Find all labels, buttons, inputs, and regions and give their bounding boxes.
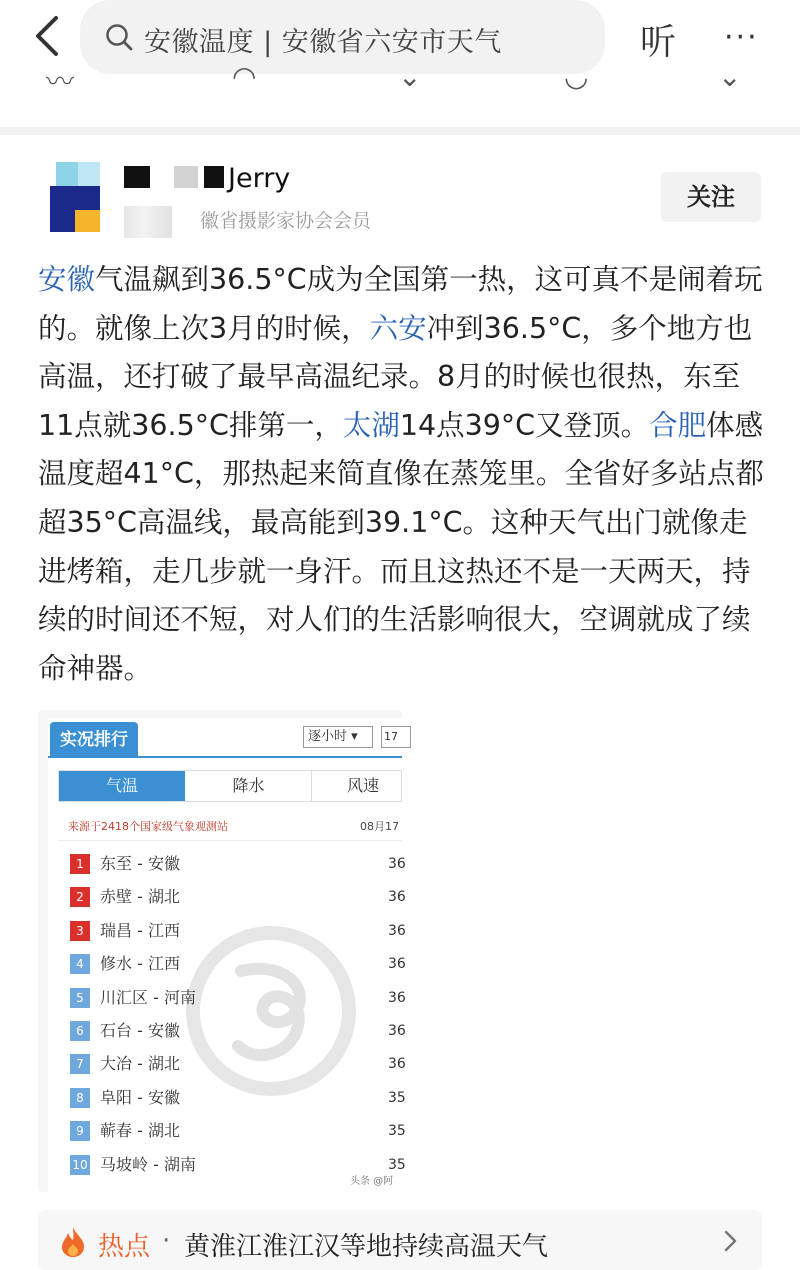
station-name: 马坡岭 - 湖南 <box>100 1154 196 1174</box>
temperature-value: 36 <box>388 922 406 939</box>
post-text: 冲到36.5°C，多个地方也高温，还打破了最早高温纪录。8月的时候也很热，东至11点就36.5°C排第一， <box>38 311 753 442</box>
section-divider <box>0 127 800 135</box>
listen-button[interactable]: 听 <box>640 22 677 63</box>
ranking-row <box>70 885 406 911</box>
search-icon <box>104 22 134 52</box>
date-label: 08月17 <box>360 820 399 833</box>
topic-link[interactable]: 安徽 <box>38 263 96 296</box>
station-name: 石台 - 安徽 <box>100 1021 180 1040</box>
ranking-row <box>70 1019 406 1045</box>
post-body <box>38 256 768 693</box>
rank-badge: 10 <box>70 1155 90 1175</box>
ranking-row <box>70 852 406 878</box>
redaction-block <box>174 166 198 188</box>
back-arrow-icon[interactable] <box>30 14 64 58</box>
rank-badge: 6 <box>70 1021 90 1041</box>
station-name: 瑞昌 - 江西 <box>100 920 180 940</box>
rank-badge: 7 <box>70 1054 90 1074</box>
station-name: 蕲春 - 湖北 <box>100 1121 180 1141</box>
rank-badge: 2 <box>70 887 90 907</box>
rank-badge: 3 <box>70 921 90 941</box>
ranking-header <box>48 718 402 758</box>
station-name: 阜阳 - 安徽 <box>100 1087 180 1107</box>
interval-select: 逐小时 ▾ <box>303 726 373 748</box>
post-text: 体感温度超41°C，那热起来简直像在蒸笼里。全省好多站点都超35°C高温线，最高能到39.1°C。这种天气出门就像走进烤箱，走几步就一身汗。而且这热还不是一天两天，持续的时间还不短，对人们的生活影响很大，空调就成了续命神器。 <box>38 408 764 685</box>
ranking-row <box>70 1052 406 1078</box>
fire-icon <box>60 1226 86 1258</box>
temperature-value: 36 <box>388 856 406 872</box>
rank-badge: 9 <box>70 1121 90 1141</box>
station-name: 修水 - 江西 <box>100 954 180 974</box>
time-select: 17 <box>381 726 411 748</box>
ranking-row <box>70 952 406 978</box>
image-credit: 头条 @阿 <box>350 1176 394 1187</box>
tab-precipitation: 降水 <box>186 771 312 801</box>
toolbar-icon[interactable]: 〰 <box>46 65 75 98</box>
ranking-image[interactable] <box>38 710 406 1192</box>
rank-badge: 1 <box>70 854 90 874</box>
search-box[interactable] <box>80 0 605 74</box>
divider <box>58 840 402 841</box>
search-query: 安徽温度 | 安徽省六安市天气 <box>144 27 502 58</box>
hot-topic-text: 黄淮江淮江汉等地持续高温天气 <box>184 1232 549 1262</box>
temperature-value: 36 <box>388 889 406 906</box>
chevron-right-icon <box>722 1228 740 1254</box>
temperature-value: 35 <box>388 1089 406 1106</box>
tab-temperature: 气温 <box>59 771 185 801</box>
author-name-text: Jerry <box>228 163 291 194</box>
toolbar-icon[interactable]: ◡ <box>564 60 589 93</box>
author-title-text: 徽省摄影家协会会员 <box>200 210 372 232</box>
station-name: 川汇区 - 河南 <box>100 987 196 1007</box>
ranking-row <box>70 986 406 1012</box>
avatar[interactable] <box>50 162 100 232</box>
toolbar-icon[interactable]: ◠ <box>232 60 257 93</box>
toolbar-icon[interactable]: ⌄ <box>718 60 742 93</box>
collapsed-toolbar <box>0 60 800 98</box>
ranking-row <box>70 1119 406 1145</box>
temperature-value: 35 <box>388 1123 406 1140</box>
rank-badge: 8 <box>70 1088 90 1108</box>
source-note: 来源于2418个国家级气象观测站 <box>68 820 228 833</box>
post-text: 气温飙到36.5°C成为全国第一热，这可真不是闹着玩的。就像上次3月的时候， <box>38 263 763 345</box>
station-name: 赤壁 - 湖北 <box>100 887 180 907</box>
hot-label: 热点 <box>98 1232 151 1262</box>
post-text: 14点39°C又登顶。 <box>399 408 650 442</box>
redaction-block <box>204 166 224 188</box>
redaction-blur <box>124 206 172 238</box>
ranking-row <box>70 1086 406 1112</box>
ranking-row <box>70 919 406 945</box>
toolbar-icon[interactable]: ⌄ <box>398 60 422 93</box>
temperature-value: 36 <box>388 1056 406 1073</box>
station-name: 东至 - 安徽 <box>100 854 180 873</box>
hot-topic-bar[interactable] <box>38 1210 762 1270</box>
more-menu-button[interactable]: ··· <box>724 20 759 55</box>
temperature-value: 36 <box>388 1023 406 1039</box>
station-name: 大冶 - 湖北 <box>100 1054 180 1074</box>
rank-badge: 5 <box>70 988 90 1008</box>
redaction-block <box>124 166 150 188</box>
follow-button[interactable]: 关注 <box>661 172 761 222</box>
tab-wind-speed: 风速 <box>346 776 379 795</box>
temperature-value: 35 <box>388 1156 406 1173</box>
topic-link[interactable]: 合肥 <box>649 408 707 442</box>
metric-tabs <box>58 770 402 802</box>
tab-live-ranking: 实况排行 <box>50 722 138 758</box>
rank-badge: 4 <box>70 954 90 974</box>
temperature-value: 36 <box>388 989 406 1006</box>
temperature-value: 36 <box>388 956 406 973</box>
topic-link[interactable]: 六安 <box>369 311 427 345</box>
topic-link[interactable]: 太湖 <box>342 408 400 442</box>
separator-dot: · <box>162 1226 171 1256</box>
